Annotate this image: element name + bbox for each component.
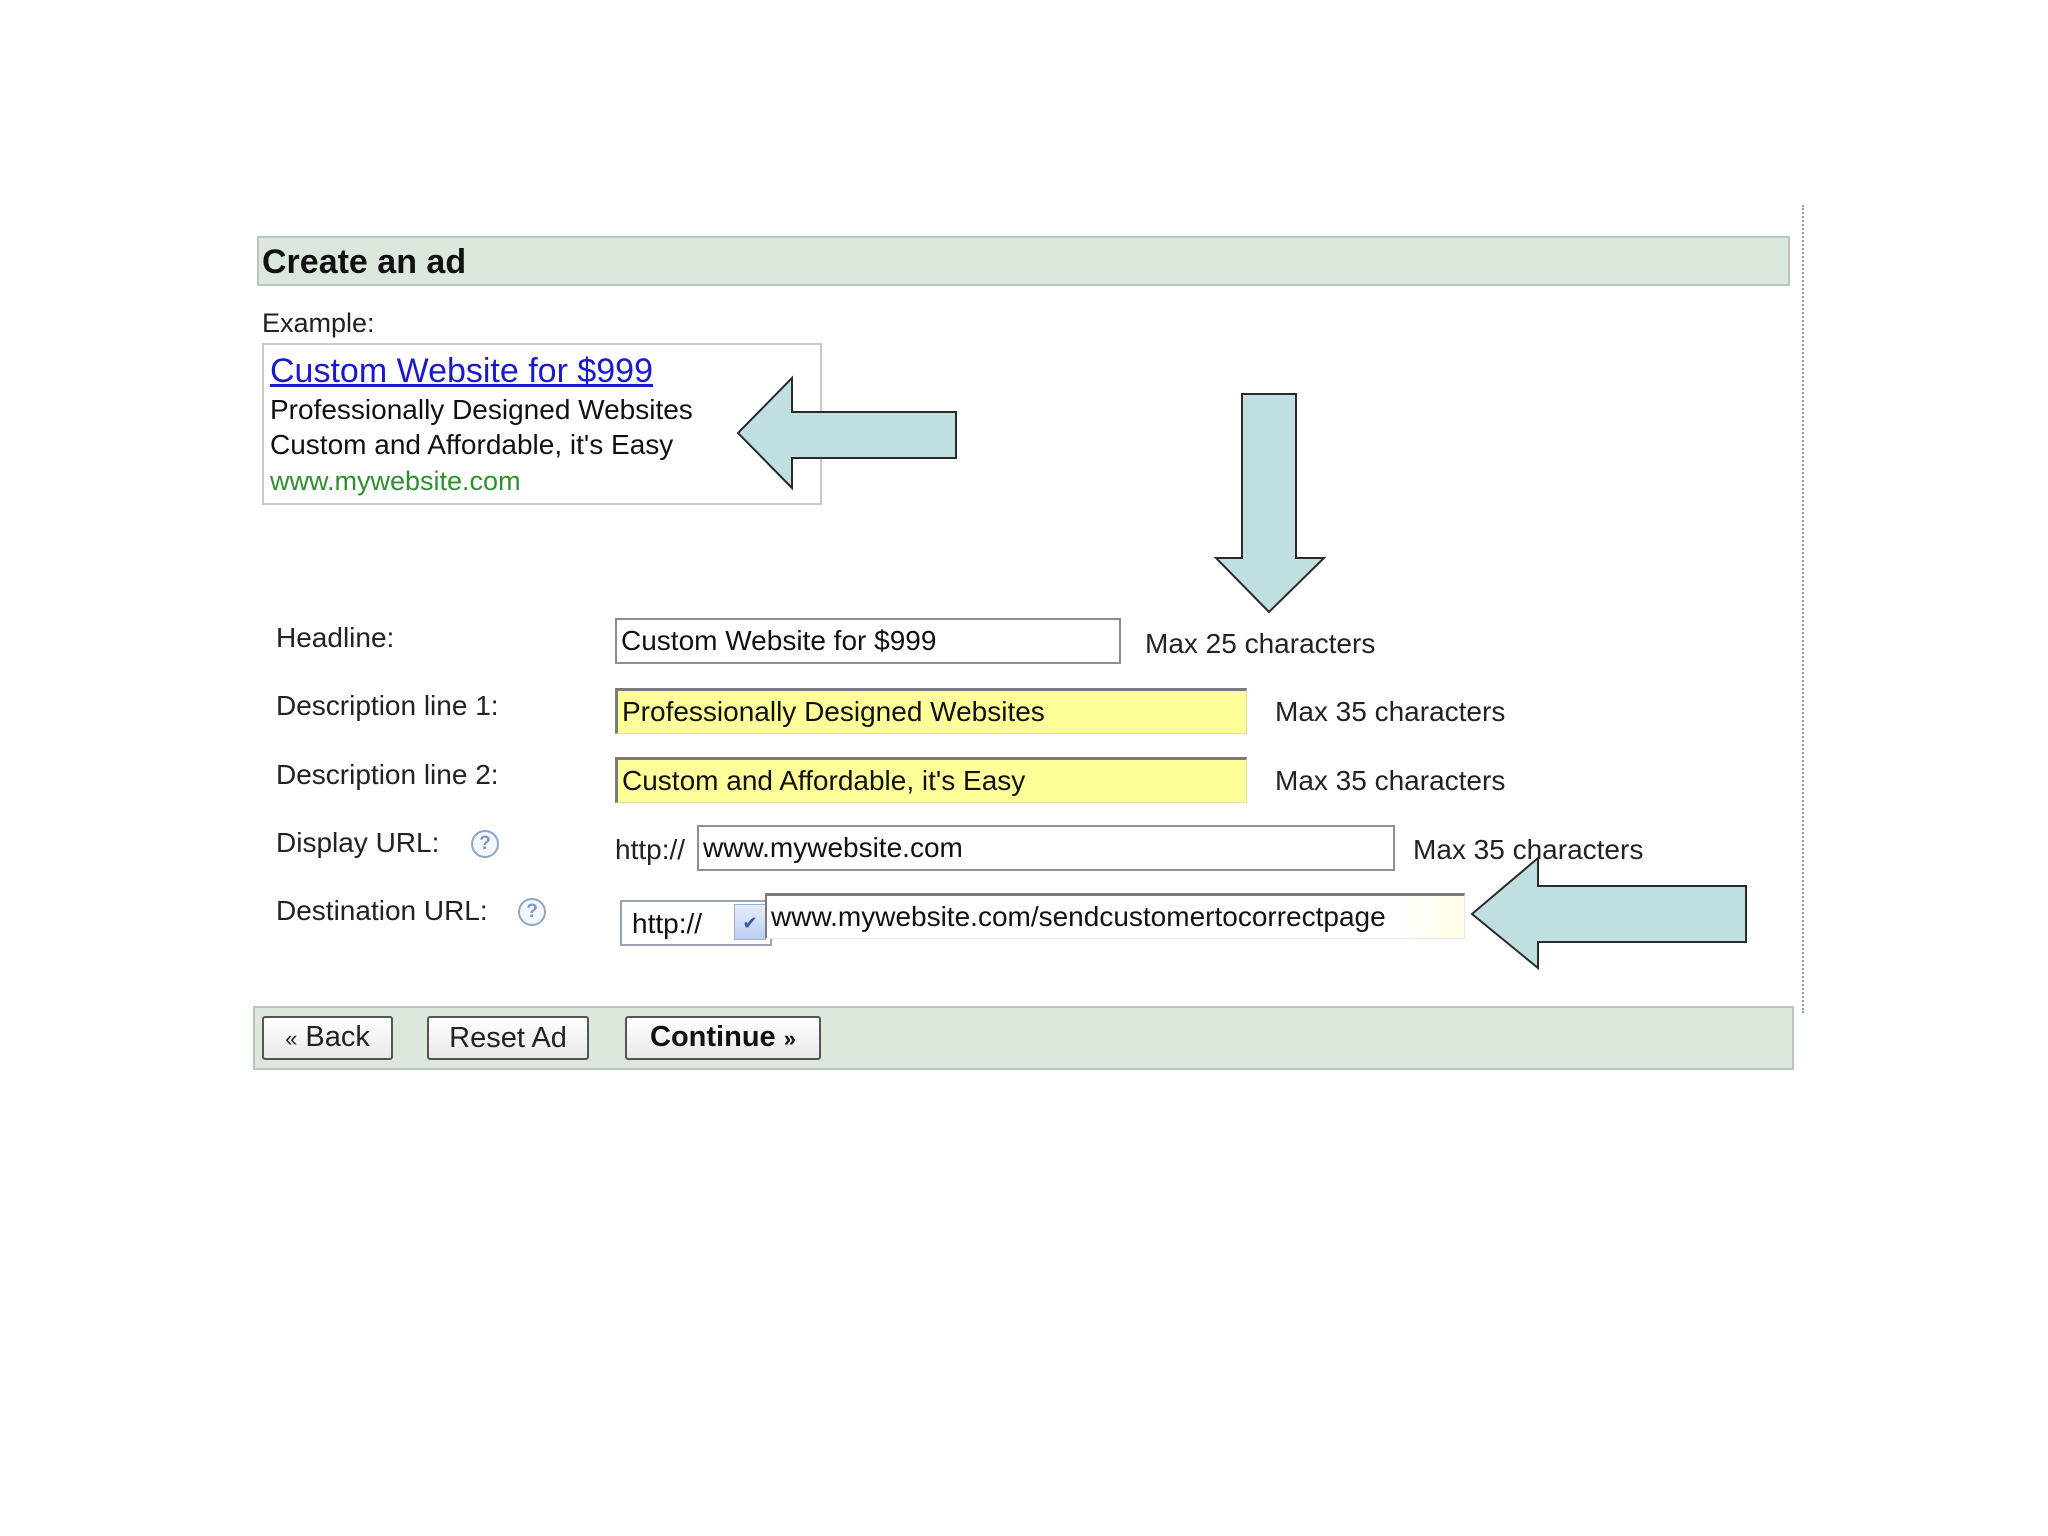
reset-ad-button[interactable] [427,1016,589,1060]
annotation-arrow-icon [736,376,960,490]
page-title: Create an ad [262,243,467,281]
continue-chevron-icon: » [783,1026,796,1051]
title-bar [257,236,1790,286]
headline-label: Headline: [276,622,395,653]
dotted-divider [1802,205,1804,1013]
destination-url-label: Destination URL: [276,895,488,926]
back-chevron-icon: « [285,1026,298,1051]
help-icon[interactable]: ? [471,830,499,858]
reset-ad-button-label: Reset Ad [449,1022,567,1054]
display-url-label: Display URL: [276,827,440,858]
continue-button-label: Continue [650,1021,776,1053]
description-line-1-max-note: Max 35 characters [1275,696,1506,727]
example-display-url: www.mywebsite.com [270,466,521,496]
back-button-label: Back [305,1021,370,1053]
headline-input[interactable] [615,618,1121,664]
display-url-prefix: http:// [615,834,686,865]
example-description-line-1: Professionally Designed Websites [270,394,693,425]
example-description-line-2: Custom and Affordable, it's Easy [270,429,674,460]
example-label: Example: [262,308,375,338]
help-icon[interactable]: ? [518,898,546,926]
annotation-arrow-icon [1470,856,1750,972]
headline-max-note: Max 25 characters [1145,628,1376,659]
destination-url-input[interactable] [765,893,1465,939]
display-url-max-note: Max 35 characters [1413,834,1644,865]
protocol-select-value: http:// [632,908,703,939]
example-headline-link[interactable]: Custom Website for $999 [270,352,653,390]
description-line-2-label: Description line 2: [276,759,499,790]
continue-button[interactable] [625,1016,821,1060]
description-line-1-input[interactable] [615,688,1247,734]
description-line-2-max-note: Max 35 characters [1275,765,1506,796]
back-button[interactable] [262,1016,393,1060]
description-line-2-input[interactable] [615,757,1247,803]
description-line-1-label: Description line 1: [276,690,499,721]
annotation-arrow-icon [1212,392,1328,616]
display-url-input[interactable] [697,825,1395,871]
chevron-down-icon[interactable]: ✔ [734,904,766,940]
